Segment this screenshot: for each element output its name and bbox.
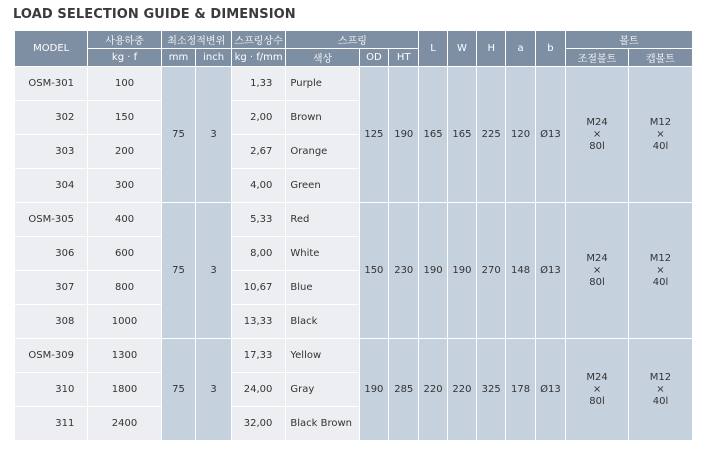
model-cell: OSM-305 xyxy=(15,203,88,237)
min-displacement-mm-cell: 75 xyxy=(161,203,196,339)
load-cell: 1300 xyxy=(88,339,161,373)
spring-constant-cell: 1,33 xyxy=(231,67,285,101)
model-cell: 311 xyxy=(15,407,88,441)
dimension-w-cell: 165 xyxy=(447,67,476,203)
header-bolt: 볼트 xyxy=(566,31,693,49)
header-od: OD xyxy=(359,49,388,67)
dimension-l-cell: 165 xyxy=(419,67,447,203)
header-min-displacement: 최소정적변위 xyxy=(161,31,231,49)
cap-bolt-cell xyxy=(628,67,692,203)
spring-constant-cell: 5,33 xyxy=(231,203,285,237)
min-displacement-mm-cell: 75 xyxy=(161,339,196,441)
dimension-w-cell: 220 xyxy=(447,339,476,441)
load-cell: 800 xyxy=(88,271,161,305)
cap-bolt-cell xyxy=(628,339,692,441)
header-spring-constant: 스프링상수 xyxy=(231,31,285,49)
spring-constant-cell: 2,67 xyxy=(231,135,285,169)
model-cell: 304 xyxy=(15,169,88,203)
model-cell: OSM-309 xyxy=(15,339,88,373)
dimension-h-cell: 325 xyxy=(477,339,506,441)
header-mm: mm xyxy=(161,49,196,67)
header-load-unit: kg · f xyxy=(88,49,161,67)
adjust-bolt-cell xyxy=(566,339,629,441)
header-ht: HT xyxy=(389,49,419,67)
model-cell: 307 xyxy=(15,271,88,305)
spring-od-cell: 190 xyxy=(359,339,388,441)
load-cell: 1000 xyxy=(88,305,161,339)
spring-color-cell: Orange xyxy=(286,135,359,169)
adjust-bolt-cell xyxy=(566,203,629,339)
adjust-bolt-cell-size: M24 xyxy=(586,252,608,264)
adjust-bolt-cell xyxy=(566,67,629,203)
spring-constant-cell: 2,00 xyxy=(231,101,285,135)
header-model: MODEL xyxy=(15,31,88,67)
model-cell: OSM-301 xyxy=(15,67,88,101)
adjust-bolt-cell-times: × xyxy=(592,383,602,395)
spring-constant-cell: 32,00 xyxy=(231,407,285,441)
cap-bolt-cell-length: 40l xyxy=(652,276,669,288)
load-cell: 400 xyxy=(88,203,161,237)
min-displacement-inch-cell: 3 xyxy=(196,339,232,441)
cap-bolt-cell-size: M12 xyxy=(649,252,672,264)
dimension-b-cell: Ø13 xyxy=(535,67,565,203)
dimension-l-cell: 190 xyxy=(419,203,447,339)
spring-constant-cell: 10,67 xyxy=(231,271,285,305)
table-body xyxy=(15,67,693,441)
table-row xyxy=(15,67,693,101)
adjust-bolt-cell-size: M24 xyxy=(586,371,608,383)
dimension-a-cell: 120 xyxy=(506,67,535,203)
spring-ht-cell: 230 xyxy=(389,203,419,339)
load-cell: 1800 xyxy=(88,373,161,407)
header-h: H xyxy=(477,31,506,67)
header-cap-bolt: 캡볼트 xyxy=(628,49,692,67)
header-l: L xyxy=(419,31,447,67)
adjust-bolt-cell-times: × xyxy=(592,264,602,276)
load-cell: 300 xyxy=(88,169,161,203)
page-title: LOAD SELECTION GUIDE & DIMENSION xyxy=(13,7,296,22)
spring-color-cell: Black xyxy=(286,305,359,339)
header-adjust-bolt: 조절볼트 xyxy=(566,49,629,67)
header-a: a xyxy=(506,31,535,67)
cap-bolt-cell-length: 40l xyxy=(652,140,669,152)
spring-ht-cell: 285 xyxy=(389,339,419,441)
spring-ht-cell: 190 xyxy=(389,67,419,203)
cap-bolt-cell-times: × xyxy=(656,128,665,140)
header-load: 사용하중 xyxy=(88,31,161,49)
model-cell: 308 xyxy=(15,305,88,339)
spring-color-cell: Blue xyxy=(286,271,359,305)
spring-color-cell: Gray xyxy=(286,373,359,407)
model-cell: 302 xyxy=(15,101,88,135)
spring-constant-cell: 8,00 xyxy=(231,237,285,271)
header-color: 색상 xyxy=(286,49,359,67)
cap-bolt-cell xyxy=(628,203,692,339)
dimension-l-cell: 220 xyxy=(419,339,447,441)
dimension-h-cell: 270 xyxy=(477,203,506,339)
load-cell: 150 xyxy=(88,101,161,135)
spring-od-cell: 125 xyxy=(359,67,388,203)
adjust-bolt-cell-length: 80l xyxy=(589,140,605,152)
spring-color-cell: Green xyxy=(286,169,359,203)
model-cell: 306 xyxy=(15,237,88,271)
dimension-a-cell: 178 xyxy=(506,339,535,441)
header-spring-constant-unit: kg · f/mm xyxy=(231,49,285,67)
load-selection-table xyxy=(14,30,693,441)
header-b: b xyxy=(535,31,565,67)
spring-constant-cell: 24,00 xyxy=(231,373,285,407)
dimension-b-cell: Ø13 xyxy=(535,339,565,441)
model-cell: 310 xyxy=(15,373,88,407)
spring-color-cell: Brown xyxy=(286,101,359,135)
adjust-bolt-cell-size: M24 xyxy=(586,116,608,128)
adjust-bolt-cell-length: 80l xyxy=(589,395,605,407)
spring-constant-cell: 4,00 xyxy=(231,169,285,203)
adjust-bolt-cell-length: 80l xyxy=(589,276,605,288)
dimension-h-cell: 225 xyxy=(477,67,506,203)
spring-color-cell: Red xyxy=(286,203,359,237)
cap-bolt-cell-length: 40l xyxy=(652,395,669,407)
spring-color-cell: Yellow xyxy=(286,339,359,373)
dimension-b-cell: Ø13 xyxy=(535,203,565,339)
load-cell: 2400 xyxy=(88,407,161,441)
spring-od-cell: 150 xyxy=(359,203,388,339)
min-displacement-inch-cell: 3 xyxy=(196,67,232,203)
spring-color-cell: White xyxy=(286,237,359,271)
header-inch: inch xyxy=(196,49,232,67)
cap-bolt-cell-times: × xyxy=(656,264,665,276)
dimension-w-cell: 190 xyxy=(447,203,476,339)
min-displacement-inch-cell: 3 xyxy=(196,203,232,339)
spring-color-cell: Black Brown xyxy=(286,407,359,441)
load-cell: 200 xyxy=(88,135,161,169)
table-row xyxy=(15,203,693,237)
min-displacement-mm-cell: 75 xyxy=(161,67,196,203)
load-cell: 600 xyxy=(88,237,161,271)
header-w: W xyxy=(447,31,476,67)
model-cell: 303 xyxy=(15,135,88,169)
spring-constant-cell: 13,33 xyxy=(231,305,285,339)
table-row xyxy=(15,339,693,373)
load-cell: 100 xyxy=(88,67,161,101)
adjust-bolt-cell-times: × xyxy=(592,128,602,140)
spring-color-cell: Purple xyxy=(286,67,359,101)
spring-constant-cell: 17,33 xyxy=(231,339,285,373)
cap-bolt-cell-times: × xyxy=(656,383,665,395)
header-spring: 스프링 xyxy=(286,31,419,49)
cap-bolt-cell-size: M12 xyxy=(649,116,672,128)
cap-bolt-cell-size: M12 xyxy=(649,371,672,383)
dimension-a-cell: 148 xyxy=(506,203,535,339)
